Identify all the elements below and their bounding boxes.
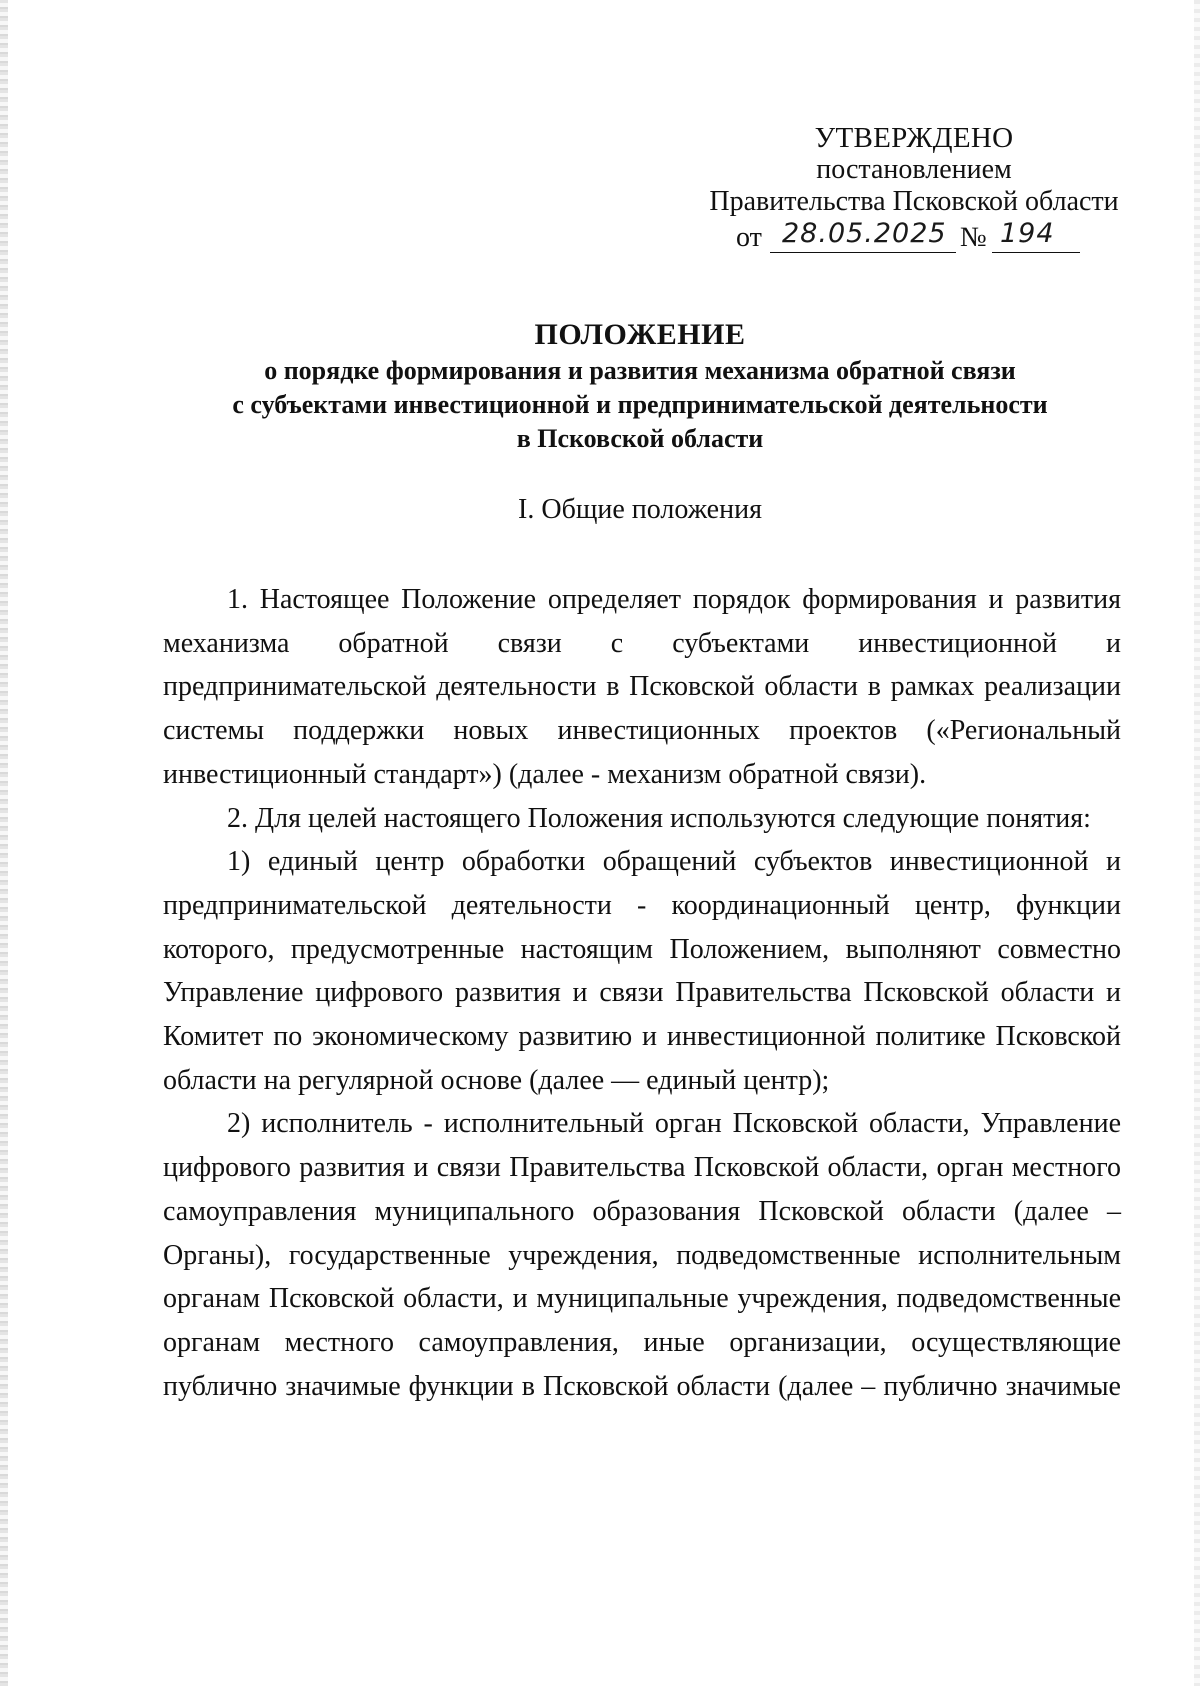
number-sign: № [960, 222, 987, 253]
handwritten-number: 194 [1000, 218, 1055, 249]
document-subtitle-line-3: в Псковской области [516, 424, 764, 453]
document-subtitle-line-2: с субъектами инвестиционной и предпринимательской деятельности [232, 390, 1048, 419]
handwritten-date: 28.05.2025 [782, 218, 947, 249]
document-title-block [150, 316, 1130, 456]
document-subtitle-line-1: о порядке формирования и развития механизма обратной связи [264, 356, 1016, 385]
date-underline [770, 252, 956, 253]
date-prefix: от [736, 222, 762, 253]
paragraph-2-item-2: 2) исполнитель - исполнительный орган Псковской области, Управление цифрового развития и связи Правительства Псковской области, орган местного самоуправления муниципального образования Псковской области (далее – Органы), государственные учреждения, подведомственные исполнительным органам Псковской области, и муниципальные учреждения, подведомственные органам местного самоуправления, иные организации, осуществляющие публично значимые функции в Псковской области (далее – публично значимые [163, 1108, 1121, 1402]
paragraph-2-item-1: 1) единый центр обработки обращений субъектов инвестиционной и предпринимательской деятельности - координационный центр, функции которого, предусмотренные настоящим Положением, выполняют совместно Управление цифрового развития и связи Правительства Псковской области и Комитет по экономическому развитию и инвестиционной политике Псковской области на регулярной основе (далее — единый центр); [163, 846, 1121, 1096]
number-underline [992, 252, 1080, 253]
document-title: ПОЛОЖЕНИЕ [534, 318, 746, 351]
approval-resolution-label: постановлением [816, 154, 1012, 185]
scan-edge-left [0, 0, 8, 1686]
paragraph-1: 1. Настоящее Положение определяет порядок формирования и развития механизма обратной связи с субъектами инвестиционной и предпринимательской деятельности в Псковской области в рамках реализации системы поддержки новых инвестиционных проектов («Региональный инвестиционный стандарт») (далее - механизм обратной связи). [163, 584, 1121, 790]
approval-approved-label: УТВЕРЖДЕНО [814, 122, 1014, 154]
document-body [163, 578, 1121, 1408]
approval-date-number-line [736, 218, 1136, 258]
scan-edge-right [1194, 0, 1200, 1686]
paragraph-2: 2. Для целей настоящего Положения используются следующие понятия: [227, 802, 1091, 834]
approval-stamp-block [704, 122, 1124, 218]
approval-authority: Правительства Псковской области [709, 186, 1119, 217]
section-heading: I. Общие положения [518, 494, 762, 525]
